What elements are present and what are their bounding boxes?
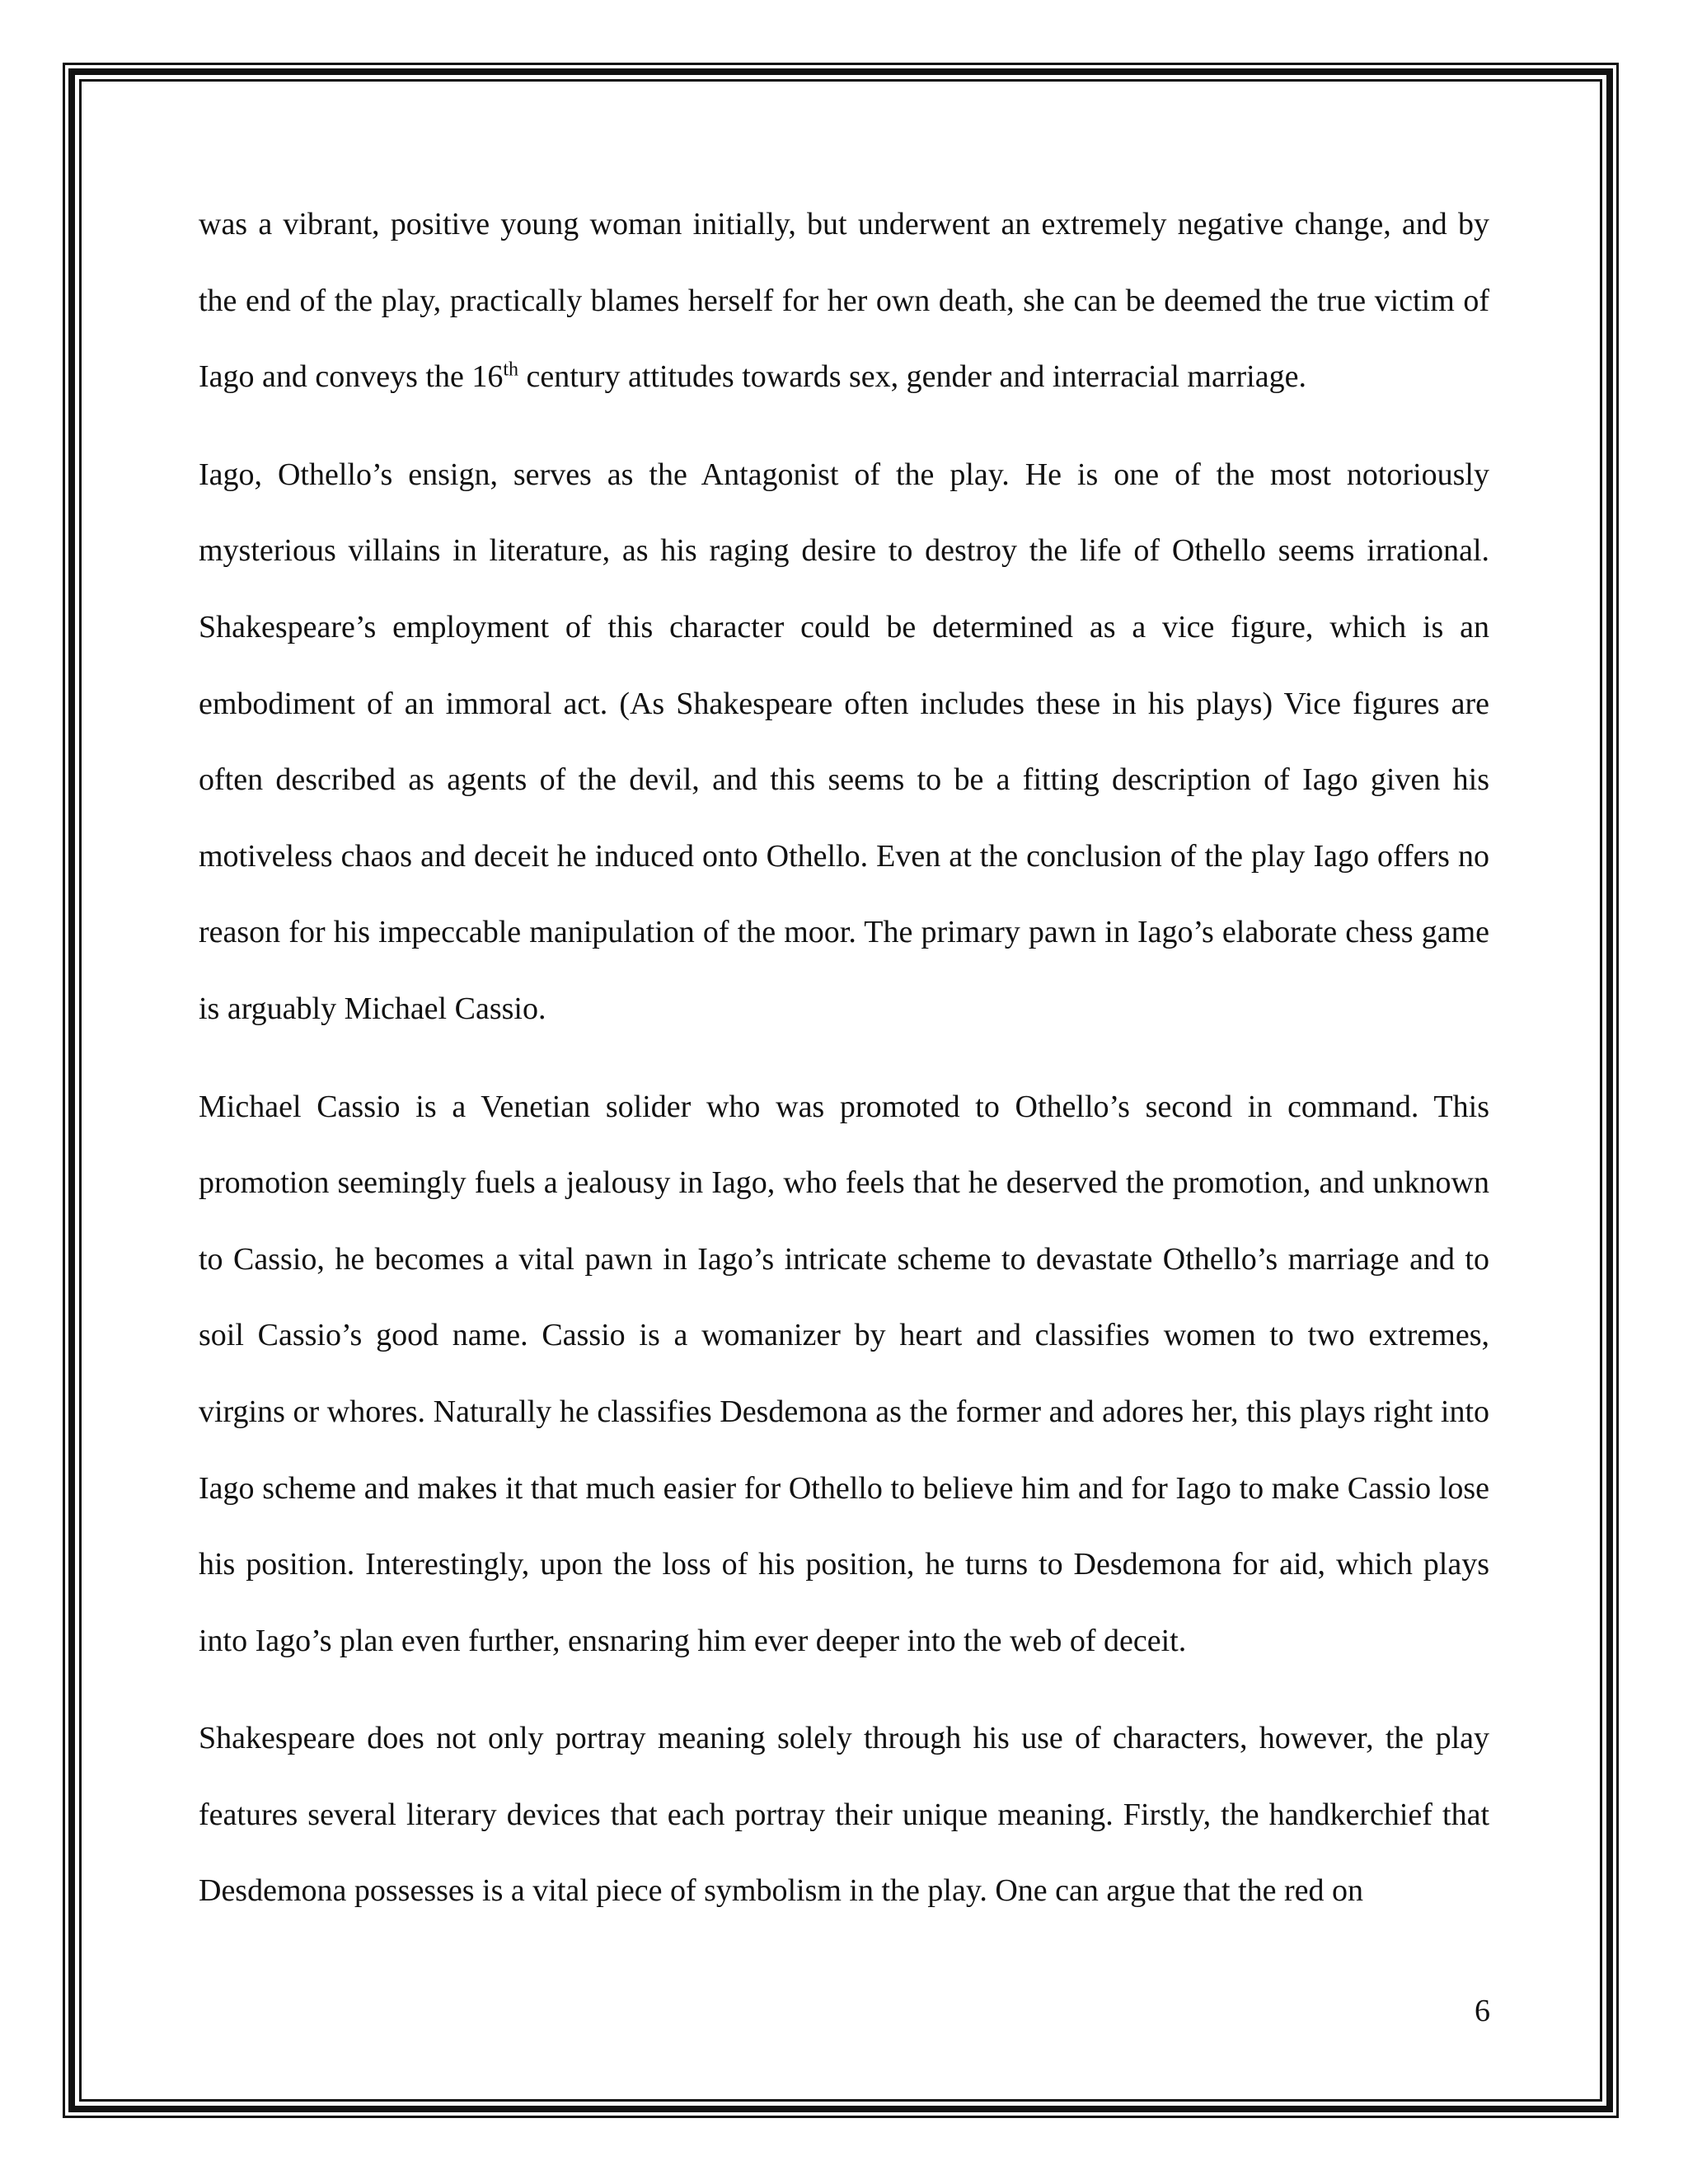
paragraph-desdemona-summary — [199, 186, 1489, 415]
paragraph-handkerchief: Shakespeare does not only portray meaning solely through his use of characters, however, the play features several literary devices that each portray their unique meaning. Firstly, the handkerchief that Desdemona possesses is a vital piece of symbolism in the play. One can argue that the red on — [199, 1721, 1489, 1909]
page-number: 6 — [1475, 1994, 1490, 2028]
paragraph-text: century attitudes towards sex, gender and interracial marriage. — [518, 359, 1306, 395]
superscript-ordinal: th — [503, 359, 519, 381]
document-body — [199, 186, 1489, 1951]
paragraph-cassio: Michael Cassio is a Venetian solider who was promoted to Othello’s second in command. This promotion seemingly fuels a jealousy in Iago, who feels that he deserved the promotion, and unknown to Cassio, he becomes a vital pawn in Iago’s intricate scheme to devastate Othello’s marriage and to soil Cassio’s good name. Cassio is a womanizer by heart and classifies women to two extremes, virgins or whores. Naturally he classifies Desdemona as the former and adores her, this plays right into Iago scheme and makes it that much easier for Othello to believe him and for Iago to make Cassio lose his position. Interestingly, upon the loss of his position, he turns to Desdemona for aid, which plays into Iago’s plan even further, ensnaring him ever deeper into the web of deceit. — [199, 1089, 1489, 1658]
paragraph-text: was a vibrant, positive young woman initially, but underwent an extremely negative change, and by the end of the play, practically blames herself for her own death, she can be deemed the true victim of Iago and conveys the 16 — [199, 207, 1489, 395]
paragraph-iago: Iago, Othello’s ensign, serves as the Antagonist of the play. He is one of the most notoriously mysterious villains in literature, as his raging desire to destroy the life of Othello seems irrational. Shakespeare’s employment of this character could be determined as a vice figure, which is an embodiment of an immoral act. (As Shakespeare often includes these in his plays) Vice figures are often described as agents of the devil, and this seems to be a fitting description of Iago given his motiveless chaos and deceit he induced onto Othello. Even at the conclusion of the play Iago offers no reason for his impeccable manipulation of the moor. The primary pawn in Iago’s elaborate chess game is arguably Michael Cassio. — [199, 457, 1489, 1026]
